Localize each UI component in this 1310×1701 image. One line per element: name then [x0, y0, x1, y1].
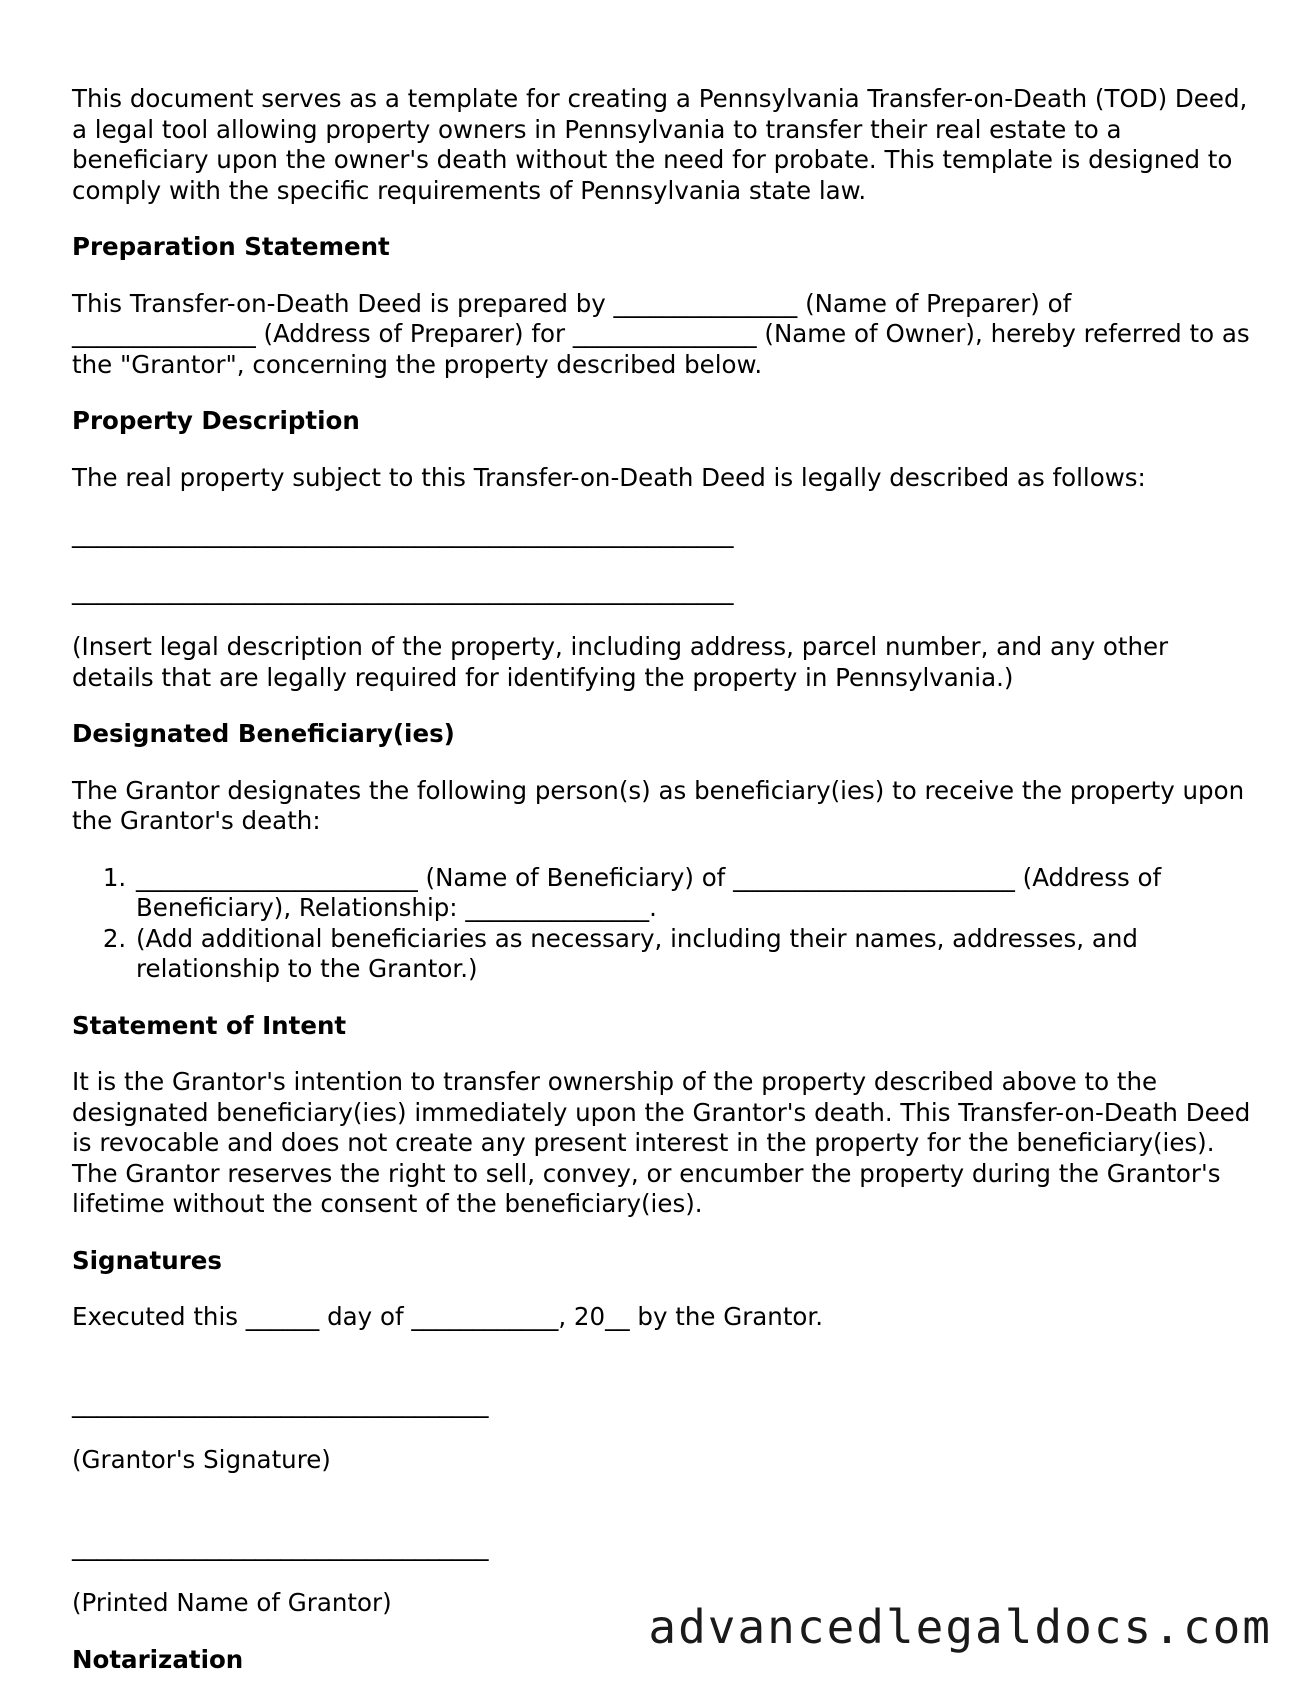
grantor-signature-line: __________________________________ [72, 1388, 489, 1418]
notarization-heading: Notarization [72, 1644, 244, 1674]
grantor-printed-name-line: __________________________________ [72, 1531, 489, 1561]
intro-paragraph: This document serves as a template for creating a Pennsylvania Transfer-on-Death (TOD) Deed, a legal tool allowing property owners in Pennsylvania to transfer their real estate to a beneficiary upon the owner's death without the need for probate. This template is designed to comply with the specific requirements of Pennsylvania state law. [72, 84, 1256, 205]
executed-text: Executed this ______ day of ____________, 20__ by the Grantor. [72, 1302, 824, 1331]
list-item: 1. _______________________ (Name of Beneficiary) of _______________________ (Address of Beneficiary), Relationship: _______________. [134, 863, 1252, 924]
preparation-heading: Preparation Statement [72, 232, 390, 261]
property-blank-line-1: ______________________________________________________ [72, 519, 734, 548]
preparation-text: This Transfer-on-Death Deed is prepared by _______________ (Name of Preparer) of _______________ (Address of Preparer) for _______________ (Name of Owner), hereby referred to as the "Grantor", concerning the property described below. [72, 288, 1258, 379]
property-text: The real property subject to this Transfer-on-Death Deed is legally described as follows: [72, 462, 1146, 492]
signatures-heading: Signatures [72, 1245, 222, 1275]
beneficiaries-text: The Grantor designates the following person(s) as beneficiary(ies) to receive the property upon the Grantor's death: [72, 775, 1252, 835]
beneficiaries-heading: Designated Beneficiary(ies) [72, 719, 455, 748]
intent-text: It is the Grantor's intention to transfer ownership of the property described above to the designated beneficiary(ies) immediately upon the Grantor's death. This Transfer-on-Death Deed is revocable and does not create any present interest in the property for the beneficiary(ies). The Grantor reserves the right to sell, convey, or encumber the property during the Grantor's lifetime without the consent of the beneficiary(ies). [72, 1067, 1259, 1218]
watermark-text: advancedlegaldocs.com [648, 1600, 1272, 1654]
document-body [72, 84, 1259, 1701]
property-note: (Insert legal description of the property, including address, parcel number, and any other details that are legally required for identifying the property in Pennsylvania.) [72, 632, 1176, 692]
property-heading: Property Description [72, 406, 360, 435]
list-item: 2. (Add additional beneficiaries as necessary, including their names, addresses, and relationship to the Grantor.) [134, 924, 1252, 985]
grantor-signature-label: (Grantor's Signature) [72, 1445, 331, 1474]
intent-heading: Statement of Intent [72, 1010, 347, 1040]
beneficiaries-list [72, 863, 1252, 985]
grantor-printed-name-label: (Printed Name of Grantor) [72, 1588, 392, 1617]
property-blank-line-2: ______________________________________________________ [72, 575, 734, 605]
